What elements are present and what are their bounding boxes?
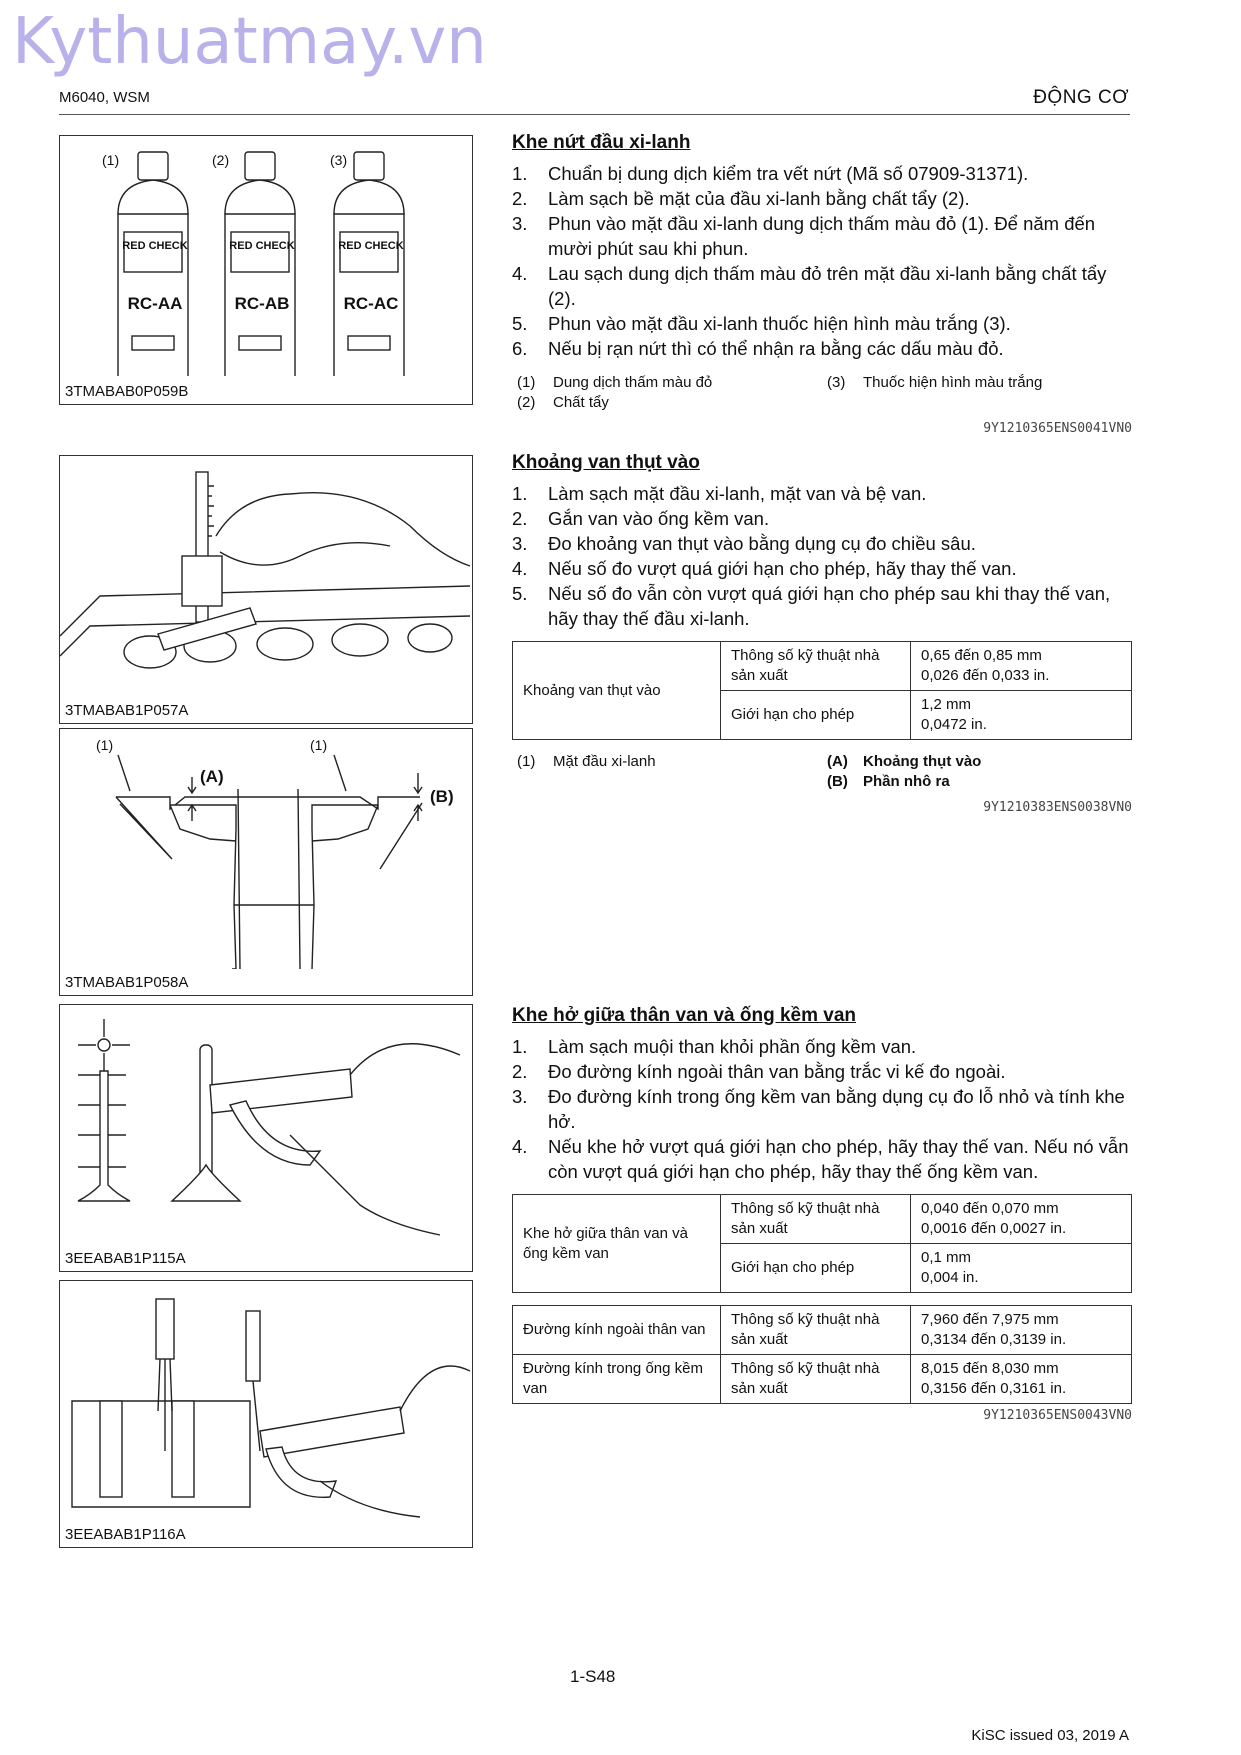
can-brand-3: RED CHECK (338, 240, 404, 252)
legend-text: Mặt đầu xi-lanh (553, 753, 656, 770)
value-in: 0,026 đến 0,033 in. (921, 667, 1050, 684)
bore-gauge-illustration (60, 1281, 472, 1521)
can-label-1: (1) (102, 152, 120, 168)
step-text: Nếu khe hở vượt quá giới hạn cho phép, hãy thay thế van. Nếu nó vẫn còn vượt quá giới hạn cho phép, hãy thay thế ống kềm van. (548, 1136, 1129, 1182)
step-number: 6. (512, 338, 528, 359)
can-1 (118, 152, 188, 376)
step-number: 3. (512, 213, 528, 234)
value-mm: 7,960 đến 7,975 mm (921, 1311, 1059, 1328)
step-number: 5. (512, 583, 528, 604)
spec-label: Thông số kỹ thuật nhà sản xuất (721, 642, 911, 691)
spec-item: Đường kính trong ống kềm van (513, 1355, 721, 1404)
value-in: 0,004 in. (921, 1269, 979, 1286)
step-text: Lau sạch dung dịch thấm màu đỏ trên mặt đầu xi-lanh bằng chất tẩy (2). (548, 263, 1107, 309)
watermark: Kythuatmay.vn (12, 5, 487, 79)
step-item (512, 186, 1132, 211)
figure-valve-recession-section (59, 728, 473, 996)
issued-note: KiSC issued 03, 2019 A (971, 1727, 1129, 1744)
limit-value (911, 1244, 1132, 1293)
step-text: Đo khoảng van thụt vào bằng dụng cụ đo chiều sâu. (548, 533, 976, 554)
step-item (512, 1084, 1132, 1134)
step-text: Phun vào mặt đầu xi-lanh dung dịch thấm màu đỏ (1). Để năm đến mười phút sau khi phun. (548, 213, 1096, 259)
legend-number: (A) (827, 753, 848, 770)
step-number: 4. (512, 1136, 528, 1157)
value-in: 0,0016 đến 0,0027 in. (921, 1220, 1067, 1237)
step-number: 2. (512, 508, 528, 529)
step-list (512, 1034, 1132, 1184)
figure-code: 3EEABAB1P116A (65, 1526, 186, 1543)
legend-number: (B) (827, 773, 848, 790)
value-in: 0,0472 in. (921, 716, 987, 733)
value-mm: 0,1 mm (921, 1249, 972, 1266)
spec-value (911, 642, 1132, 691)
legend-number: (3) (827, 374, 846, 391)
label-cylinder-face-right: (1) (310, 737, 328, 753)
limit-label: Giới hạn cho phép (721, 691, 911, 740)
step-text: Nếu số đo vượt quá giới hạn cho phép, hãy thay thế van. (548, 558, 1017, 579)
step-item (512, 311, 1132, 336)
step-text: Đo đường kính ngoài thân van bằng trắc vi kế đo ngoài. (548, 1061, 1006, 1082)
step-text: Làm sạch mặt đầu xi-lanh, mặt van và bệ van. (548, 483, 927, 504)
step-item (512, 556, 1132, 581)
section-title: Khoảng van thụt vào (512, 452, 700, 473)
legend-text: Dung dịch thấm màu đỏ (553, 374, 713, 391)
step-number: 2. (512, 1061, 528, 1082)
limit-value (911, 691, 1132, 740)
step-text: Nếu số đo vẫn còn vượt quá giới hạn cho phép sau khi thay thế van, hãy thay thế đầu xi-lanh. (548, 583, 1111, 629)
value-in: 0,3156 đến 0,3161 in. (921, 1380, 1067, 1397)
legend (512, 752, 1132, 796)
step-text: Làm sạch bề mặt của đầu xi-lanh bằng chất tẩy (2). (548, 188, 970, 209)
can-label-2: (2) (212, 152, 230, 168)
step-number: 1. (512, 483, 528, 504)
step-text: Chuẩn bị dung dịch kiểm tra vết nứt (Mã số 07909-31371). (548, 163, 1029, 184)
legend-number: (1) (517, 374, 536, 391)
step-item (512, 1034, 1132, 1059)
spec-table-clearance (512, 1194, 1132, 1293)
doc-code: 9Y1210365ENS0041VN0 (983, 421, 1132, 436)
header-section: ĐỘNG CƠ (1033, 87, 1129, 108)
label-cylinder-face-left: (1) (96, 737, 114, 753)
step-number: 2. (512, 188, 528, 209)
step-item (512, 481, 1132, 506)
step-text: Gắn van vào ống kềm van. (548, 508, 770, 529)
step-item (512, 336, 1132, 361)
spec-label: Thông số kỹ thuật nhà sản xuất (721, 1355, 911, 1404)
step-list (512, 481, 1132, 631)
spec-item: Khe hở giữa thân van và ống kềm van (513, 1195, 721, 1293)
spec-table-diameters (512, 1305, 1132, 1404)
header-divider (59, 114, 1130, 115)
section-valve-guide-clearance (512, 1004, 1132, 1423)
value-mm: 0,040 đến 0,070 mm (921, 1200, 1059, 1217)
spec-value (911, 1355, 1132, 1404)
spray-cans-illustration (60, 136, 472, 376)
spec-item: Khoảng van thụt vào (513, 642, 721, 740)
can-2 (225, 152, 295, 376)
legend-text: Phần nhô ra (863, 773, 950, 790)
section-cylinder-head-crack (512, 131, 1132, 436)
figure-bore-gauge (59, 1280, 473, 1548)
step-item (512, 1059, 1132, 1084)
doc-code: 9Y1210365ENS0043VN0 (983, 1408, 1132, 1423)
step-text: Đo đường kính trong ống kềm van bằng dụng cụ đo lỗ nhỏ và tính khe hở. (548, 1086, 1125, 1132)
spec-item: Đường kính ngoài thân van (513, 1306, 721, 1355)
value-mm: 0,65 đến 0,85 mm (921, 647, 1042, 664)
step-text: Phun vào mặt đầu xi-lanh thuốc hiện hình màu trắng (3). (548, 313, 1011, 334)
step-number: 3. (512, 533, 528, 554)
can-3 (334, 152, 404, 376)
legend-text: Khoảng thụt vào (863, 753, 982, 770)
step-number: 3. (512, 1086, 528, 1107)
value-in: 0,3134 đến 0,3139 in. (921, 1331, 1067, 1348)
page-number: 1-S48 (570, 1667, 616, 1686)
legend (512, 373, 1132, 417)
header-model: M6040, WSM (59, 89, 150, 106)
stem-micrometer-illustration (60, 1005, 472, 1245)
step-number: 1. (512, 1036, 528, 1057)
figure-code: 3TMABAB1P057A (65, 702, 189, 719)
step-list (512, 161, 1132, 361)
legend-number: (1) (517, 753, 536, 770)
figure-stem-micrometer (59, 1004, 473, 1272)
depth-gauge-illustration (60, 456, 472, 696)
legend-number: (2) (517, 394, 536, 411)
can-model-1: RC-AA (127, 294, 183, 313)
step-number: 4. (512, 263, 528, 284)
step-number: 5. (512, 313, 528, 334)
section-valve-recession (512, 451, 1132, 815)
section-title: Khe nứt đầu xi-lanh (512, 132, 691, 153)
step-item (512, 531, 1132, 556)
can-model-2: RC-AB (234, 294, 290, 313)
step-number: 1. (512, 163, 528, 184)
doc-code: 9Y1210383ENS0038VN0 (983, 800, 1132, 815)
can-label-3: (3) (330, 152, 348, 168)
figure-crack-check-cans (59, 135, 473, 405)
step-item (512, 211, 1132, 261)
can-model-3: RC-AC (343, 294, 399, 313)
step-number: 4. (512, 558, 528, 579)
figure-code: 3TMABAB1P058A (65, 974, 189, 991)
step-item (512, 1134, 1132, 1184)
label-protrusion-B: (B) (430, 787, 454, 806)
label-recession-A: (A) (200, 767, 224, 786)
legend-text: Thuốc hiện hình màu trắng (863, 374, 1043, 391)
figure-code: 3TMABAB0P059B (65, 383, 189, 400)
limit-label: Giới hạn cho phép (721, 1244, 911, 1293)
spec-label: Thông số kỹ thuật nhà sản xuất (721, 1306, 911, 1355)
step-item (512, 506, 1132, 531)
step-item (512, 581, 1132, 631)
figure-code: 3EEABAB1P115A (65, 1250, 186, 1267)
step-item (512, 261, 1132, 311)
spec-label: Thông số kỹ thuật nhà sản xuất (721, 1195, 911, 1244)
legend-text: Chất tẩy (553, 394, 609, 411)
valve-section-illustration (60, 729, 472, 969)
figure-depth-gauge (59, 455, 473, 724)
step-text: Làm sạch muội than khỏi phần ống kềm van. (548, 1036, 917, 1057)
spec-table (512, 641, 1132, 740)
spec-value (911, 1306, 1132, 1355)
can-brand-2: RED CHECK (229, 240, 295, 252)
section-title: Khe hở giữa thân van và ống kềm van (512, 1005, 857, 1026)
spec-value (911, 1195, 1132, 1244)
value-mm: 8,015 đến 8,030 mm (921, 1360, 1059, 1377)
value-mm: 1,2 mm (921, 696, 972, 713)
step-text: Nếu bị rạn nứt thì có thể nhận ra bằng các dấu màu đỏ. (548, 338, 1004, 359)
can-brand-1: RED CHECK (122, 240, 188, 252)
step-item (512, 161, 1132, 186)
